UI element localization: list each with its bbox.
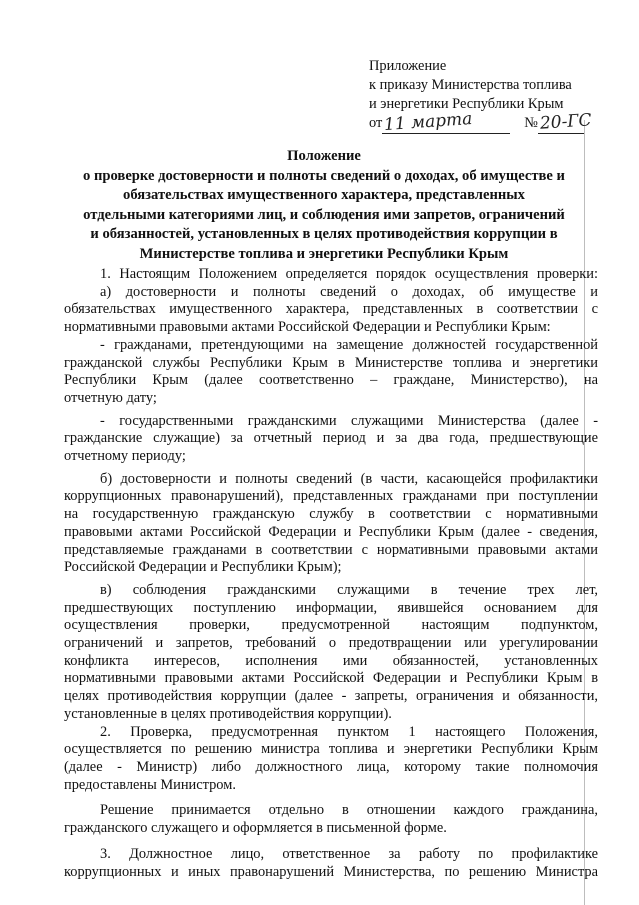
- body-line: коррупционных правонарушений), представленных гражданами при поступлении: [64, 488, 598, 505]
- handwritten-number: 20-ГС: [539, 110, 593, 134]
- body-line: а) достоверности и полноты сведений о доходах, об имуществе и: [100, 283, 598, 300]
- body-line: Республики Крым (далее соответственно – граждане, Министерство), на: [64, 372, 598, 389]
- body-line: ограничений и запретов, требований о предотвращении или урегулировании: [64, 635, 598, 652]
- body-line: коррупционных и иных правонарушений Министерства, по решению Министра: [64, 863, 598, 880]
- document-title: [44, 147, 604, 265]
- handwritten-date: 11 марта: [383, 108, 474, 136]
- title-line-4: отдельными категориями лиц, и соблюдения ими запретов, ограничений: [83, 206, 565, 223]
- body-line: целях противодействия коррупции (далее - запреты, ограничения и обязанности,: [64, 688, 598, 705]
- body-line: на государственную гражданскую службу в соответствии с нормативными: [64, 506, 598, 523]
- body-line: 3. Должностное лицо, ответственное за работу по профилактике: [100, 845, 598, 862]
- annex-number-label: №: [524, 115, 539, 131]
- body-line: 1. Настоящим Положением определяется порядок осуществления проверки:: [100, 266, 598, 282]
- body-line: отчетную дату;: [64, 389, 157, 406]
- body-line: нормативными правовыми актами Российской Федерации и Республики Крым в: [64, 670, 598, 687]
- body-line: правовыми актами Российской Федерации и Республики Крым (далее - сведения,: [64, 523, 598, 540]
- document-body: [64, 266, 598, 881]
- body-line: предоставлены Министром.: [64, 776, 236, 793]
- title-line-2: о проверке достоверности и полноты сведений о доходах, об имуществе и: [83, 167, 565, 184]
- body-line: представляемые гражданами в соответствии с нормативными правовыми актами: [64, 541, 598, 558]
- body-line: Российской Федерации и Республики Крым);: [64, 559, 342, 576]
- body-line: 2. Проверка, предусмотренная пунктом 1 настоящего Положения,: [100, 723, 598, 740]
- body-line: установленные в целях противодействия коррупции).: [64, 705, 392, 722]
- body-line: предшествующих поступлению информации, явившейся основанием для: [64, 599, 598, 616]
- body-line: нормативными правовыми актами Российской Федерации и Республики Крым:: [64, 319, 551, 336]
- annex-from-label: от: [369, 115, 383, 131]
- title-line-3: обязательствах имущественного характера, представленных: [123, 187, 525, 204]
- body-line: отчетному периоду;: [64, 448, 186, 465]
- date-field: [382, 108, 510, 136]
- body-line: - гражданами, претендующими на замещение должностей государственной: [100, 336, 598, 353]
- body-line: гражданского служащего и оформляется в письменной форме.: [64, 820, 447, 837]
- title-line-5: и обязанностей, установленных в целях противодействия коррупции в: [90, 226, 558, 243]
- title-line-1: Положение: [287, 148, 361, 164]
- body-line: осуществляется по решению министра топлива и энергетики Республики Крым: [64, 741, 598, 758]
- annex-line-2: к приказу Министерства топлива: [369, 77, 572, 93]
- body-line: - государственными гражданскими служащими Министерства (далее -: [100, 412, 598, 429]
- body-line: гражданские служащие) за отчетный период и за два года, предшествующие: [64, 430, 598, 447]
- title-line-6: Министерстве топлива и энергетики Республики Крым: [139, 245, 509, 262]
- annex-line-3: и энергетики Республики Крым: [369, 96, 564, 112]
- body-line: гражданской службы Республики Крым в Министерстве топлива и энергетики: [64, 354, 598, 371]
- body-line: обязательствах имущественного характера, представленных в соответствии с: [64, 301, 598, 318]
- body-line: осуществления проверки, предусмотренной настоящим подпунктом,: [64, 617, 598, 634]
- annex-date-number-line: [369, 108, 631, 136]
- body-line: б) достоверности и полноты сведений (в части, касающейся профилактики: [100, 470, 598, 487]
- annex-line-1: Приложение: [369, 58, 447, 74]
- body-line: (далее - Министр) либо должностного лица, которому такие полномочия: [64, 758, 598, 775]
- body-line: Решение принимается отдельно в отношении каждого гражданина,: [100, 802, 598, 819]
- body-line: конфликта интересов, исполнения ими обязанностей, установленных: [64, 652, 598, 669]
- number-field: [538, 110, 593, 134]
- body-line: в) соблюдения гражданскими служащими в течение трех лет,: [100, 581, 598, 598]
- annex-header: [369, 57, 631, 134]
